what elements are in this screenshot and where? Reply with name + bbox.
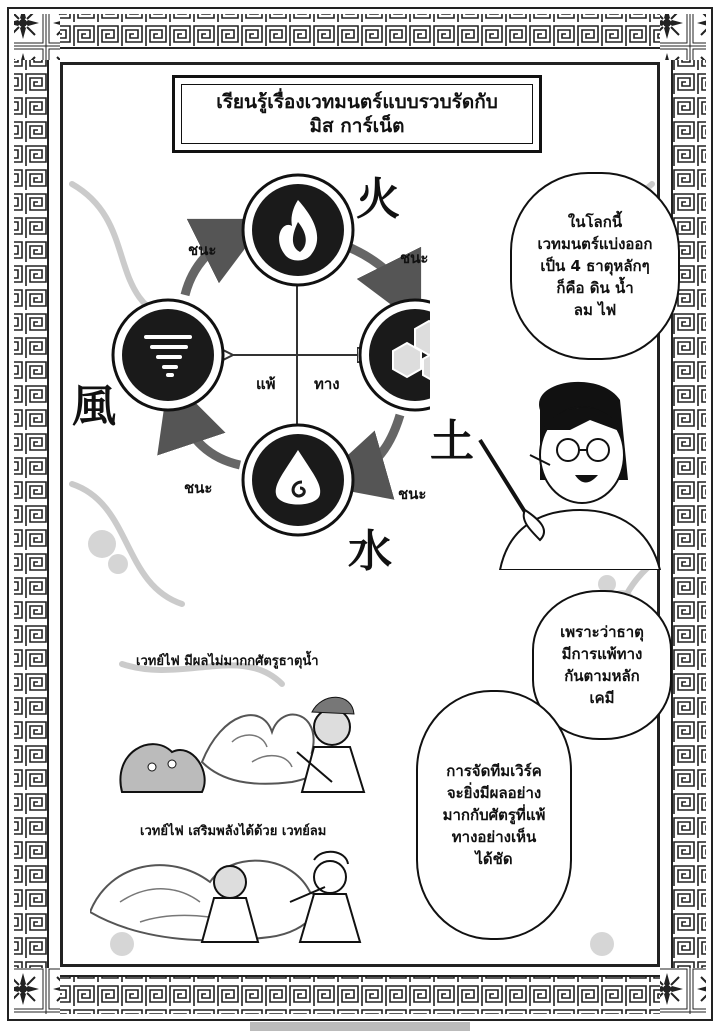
caption-fire-with-wind: เวทย์ไฟ เสริมพลังได้ด้วย เวทย์ลม bbox=[140, 824, 327, 839]
bubble-chemistry-line: เคมี bbox=[589, 689, 615, 707]
arrow-earth-to-water bbox=[350, 415, 400, 475]
bubble-teamwork-line: การจัดทีมเวิร์ค bbox=[446, 762, 542, 780]
earth-cubes-emblem-icon bbox=[360, 300, 430, 410]
lesson-title-line1: เรียนรู้เรื่องเวทมนตร์แบบรวบรัดกับ bbox=[216, 91, 498, 113]
bubble-teamwork-line: จะยิ่งมีผลอย่าง bbox=[446, 784, 542, 802]
speech-bubble-intro bbox=[510, 172, 680, 360]
lesson-title-line2: มิส การ์เน็ต bbox=[309, 115, 405, 137]
label-wind-beats-fire: ชนะ bbox=[188, 241, 217, 259]
fire-with-wind-illustration bbox=[90, 842, 410, 962]
tornado-emblem-icon bbox=[113, 300, 223, 410]
bubble-intro-line: ลม ไฟ bbox=[573, 301, 617, 319]
label-center-left: แพ้ bbox=[256, 375, 276, 393]
wind-kanji: 風 bbox=[72, 381, 116, 432]
bubble-intro-line: ก็คือ ดิน น้ำ bbox=[556, 279, 634, 297]
bubble-intro-line: ในโลกนี้ bbox=[567, 213, 623, 231]
water-drop-emblem-icon bbox=[243, 425, 353, 535]
label-fire-beats-earth: ชนะ bbox=[400, 249, 429, 267]
label-water-beats-wind: ชนะ bbox=[184, 479, 213, 497]
teacher-character bbox=[470, 370, 670, 570]
bubble-chemistry-line: กันตามหลัก bbox=[564, 667, 640, 685]
fire-kanji: 火 bbox=[356, 174, 400, 225]
arrow-water-to-wind bbox=[180, 410, 240, 465]
bubble-intro-line: เป็น 4 ธาตุหลักๆ bbox=[540, 257, 650, 275]
fire-emblem-icon bbox=[243, 175, 353, 285]
bubble-teamwork-line: ทางอย่างเห็น bbox=[451, 828, 537, 846]
bubble-chemistry-line: มีการแพ้ทาง bbox=[561, 645, 643, 663]
speech-bubble-teamwork bbox=[416, 690, 572, 940]
lesson-title bbox=[172, 75, 542, 153]
bubble-teamwork-line: ได้ชัด bbox=[475, 850, 513, 868]
bubble-chemistry-line: เพราะว่าธาตุ bbox=[560, 623, 644, 641]
caption-fire-vs-water: เวทย์ไฟ มีผลไม่มากกศัตรูธาตุน้ำ bbox=[136, 654, 319, 669]
bottom-credit-strip bbox=[250, 1022, 470, 1031]
fire-vs-water-illustration bbox=[92, 672, 422, 812]
label-earth-beats-water: ชนะ bbox=[398, 485, 427, 503]
label-center-right: ทาง bbox=[314, 375, 340, 393]
bubble-intro-line: เวทมนตร์แบ่งออก bbox=[537, 235, 653, 253]
water-kanji: 水 bbox=[348, 526, 392, 577]
earth-kanji: 土 bbox=[430, 416, 474, 467]
bubble-teamwork-line: มากกับศัตรูที่แพ้ bbox=[442, 806, 546, 824]
